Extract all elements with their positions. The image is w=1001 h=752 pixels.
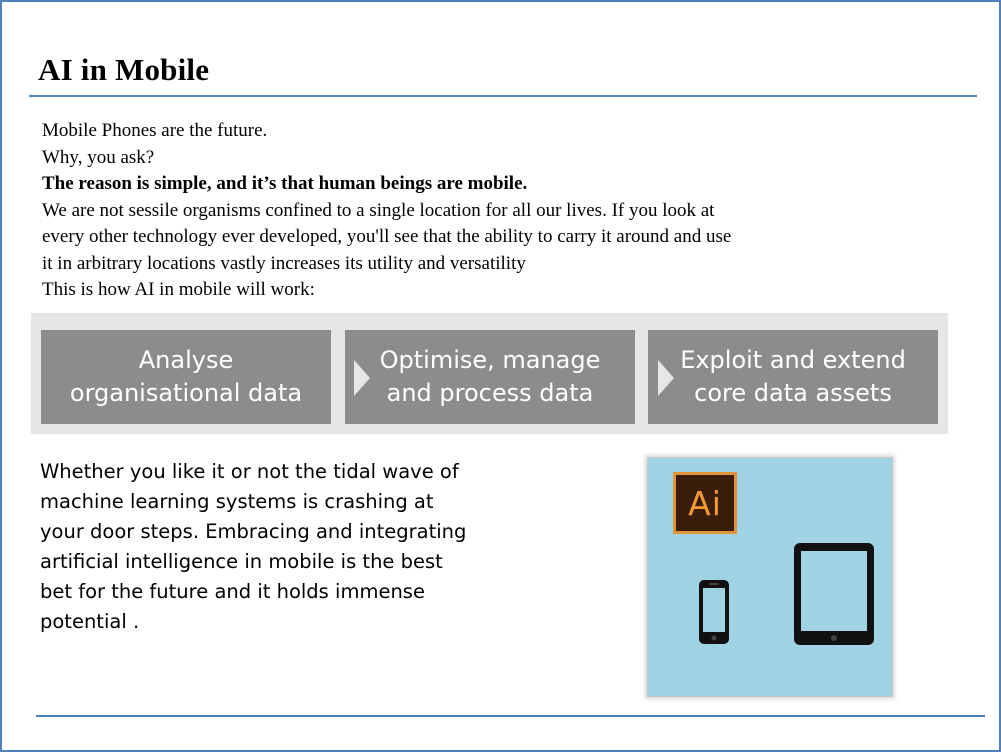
process-flow — [31, 313, 948, 434]
tablet-icon — [793, 542, 875, 646]
footer-divider — [36, 715, 985, 717]
intro-line: it in arbitrary locations vastly increases its utility and versatility — [42, 252, 526, 274]
ai-logo-icon: Ai — [673, 472, 737, 534]
process-step-exploit — [648, 330, 938, 424]
process-step-analyse — [41, 330, 331, 424]
intro-line-bold: The reason is simple, and it’s that human beings are mobile. — [42, 173, 528, 194]
intro-text — [42, 118, 882, 304]
title-divider — [29, 95, 977, 97]
intro-line: We are not sessile organisms confined to a single location for all our lives. If you look at — [42, 199, 715, 221]
process-step-label: Analyse organisational data — [69, 346, 303, 407]
intro-line: Why, you ask? — [42, 146, 155, 168]
smartphone-icon — [698, 579, 730, 645]
chevron-right-icon — [354, 360, 370, 396]
body-paragraph: Whether you like it or not the tidal wave of machine learning systems is crashing at your door steps. Embracing and integrating artificial intelligence in mobile is the best bet for the future and it holds immense potential . — [40, 460, 467, 633]
intro-line: This is how AI in mobile will work: — [42, 279, 315, 300]
intro-line: every other technology ever developed, you'll see that the ability to carry it around and use — [42, 226, 732, 247]
chevron-right-icon — [658, 360, 674, 396]
ai-mobile-illustration — [647, 457, 893, 697]
intro-line: Mobile Phones are the future. — [42, 120, 268, 141]
process-step-label: Optimise, manage and process data — [379, 346, 601, 407]
process-step-label: Exploit and extend core data assets — [680, 346, 906, 407]
process-step-optimise — [345, 330, 635, 424]
slide-title: AI in Mobile — [38, 52, 210, 87]
